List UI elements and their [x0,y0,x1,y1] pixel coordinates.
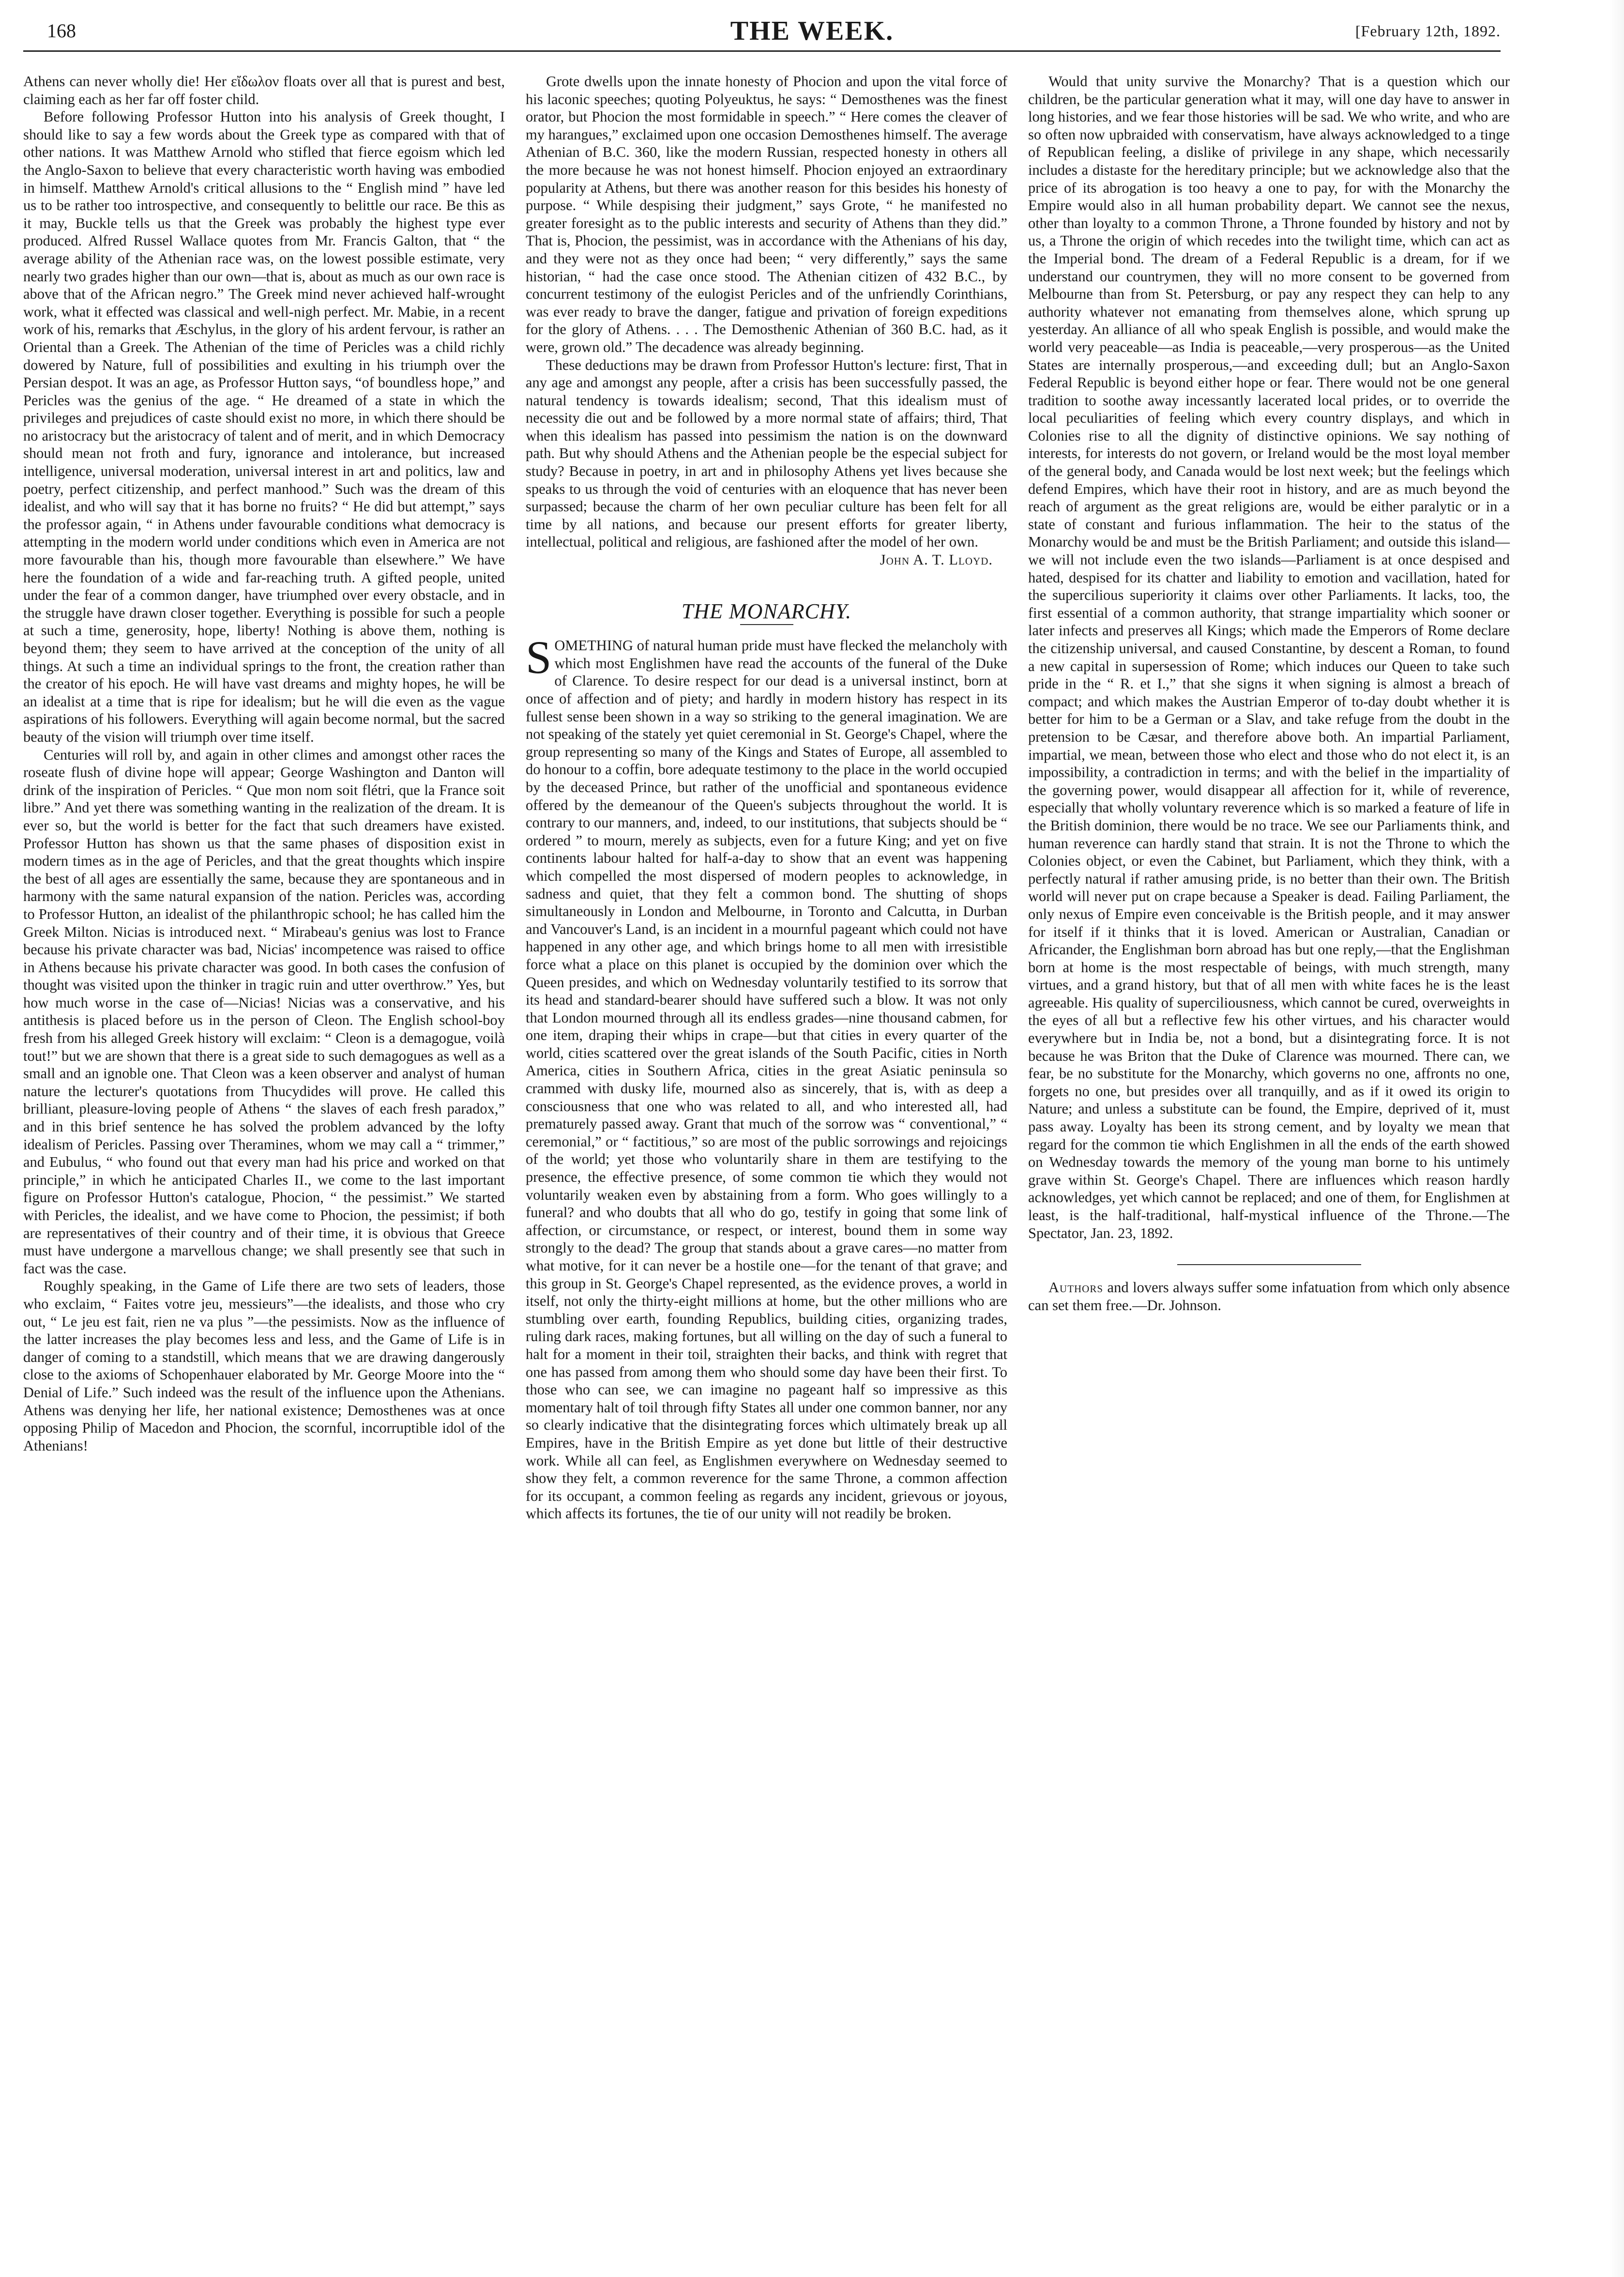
paragraph: Centuries will roll by, and again in other climes and amongst other races the roseate flush of divine hope will appear; George Washington and Danton will drink of the inspiration of Pericles. “ Que mon nom soit flétri, que la France soit libre.” And yet there was something wanting in the realization of the dream. It is ever so, but the world is better for the fact that such dreamers have existed. Professor Hutton has shown us that the same phases of disposition exist in modern times as in the age of Pericles, and that the great thoughts which inspire the best of all ages are essentially the same, because they are spontaneous and in harmony with the same natural expansion of the nation. Pericles was, according to Professor Hutton, an idealist of the philanthropic school; he has called him the Greek Milton. Nicias is introduced next. “ Mirabeau's genius was lost to France because his private character was bad, Nicias' incompetence was raised to office in Athens because his private character was good. In both cases the confusion of thought was visited upon the thinker in tragic ruin and utter overthrow.” Yes, but how much worse in the case of—Nicias! Nicias was a conservative, and his antithesis is placed before us in the person of Cleon. The English school-boy fresh from his alleged Greek history will exclaim: “ Cleon is a demagogue, voilà tout!” but we are shown that there is a great side to such demagogues as well as a small and an ignoble one. That Cleon was a keen observer and analyst of human nature the lecturer's quotations from Thucydides will prove. He called this brilliant, pleasure-loving people of Athens “ the slaves of each fresh paradox,” and in this brief sentence he has solved the problem advanced by the lofty idealism of Pericles. Passing over Theramines, whom we may call a “ trimmer,” and Eubulus, “ who found out that every man had his price and worked on that principle,” in which he anticipated Charles II., we come to the last important figure on Professor Hutton's catalogue, Phocion, “ the pessimist.” We started with Pericles, the idealist, and we have come to Phocion, the pessimist; if both are representatives of their country and of their time, it is obvious that Greece must have undergone a marvellous change; we shall presently see that such in fact was the case. [23,746,505,1277]
quotation-lead: Authors [1048,1279,1104,1296]
drop-cap: S [526,631,552,684]
paragraph: These deductions may be drawn from Professor Hutton's lecture: first, That in any age and amongst any people, after a crisis has been successfully passed, the natural tendency is towards idealism; second, That this idealism must of necessity die out and be followed by a more normal state of affairs; third, That when this idealism has passed into pessimism the nation is on the downward path. But why should Athens and the Athenian people be the especial subject for study? Because in poetry, in art and in philosophy Athens yet lives because she speaks to us through the void of centuries with an eloquence that has never been surpassed; because the charm of her own peculiar culture has been felt for all time by all nations, and because our present efforts for greater liberty, intellectual, political and religious, are fashioned after the model of her own. [526,356,1007,550]
header-rule [23,50,1501,52]
quotation [1028,1279,1510,1314]
issue-date: [February 12th, 1892. [1355,22,1501,40]
quotation-text: and lovers always suffer some infatuation from which only absence can set them free.—Dr. Johnson. [1028,1279,1510,1314]
author-signature: John A. T. Lloyd. [880,551,993,568]
title-rule [740,624,793,625]
column-1 [23,73,505,1454]
column-2 [526,73,1007,1523]
page-edge-shadow [1609,0,1624,2277]
article-opening-paragraph [526,631,1007,1523]
page-number: 168 [47,20,76,42]
first-word: OMETHING [554,637,634,654]
paragraph: Grote dwells upon the innate honesty of Phocion and upon the vital force of his laconic speeches; quoting Polyeuktus, he says: “ Demosthenes was the finest orator, but Phocion the most formidable in speech.” “ Here comes the cleaver of my harangues,” exclaimed upon one occasion Demosthenes himself. The average Athenian of B.C. 360, like the modern Russian, respected honesty in others all the more because he was not honest himself. Phocion enjoyed an extraordinary popularity at Athens, but there was another reason for this besides his honesty of purpose. “ While despising their judgment,” says Grote, “ he manifested no greater foresight as to the public interests and security of Athens than they did.” That is, Phocion, the pessimist, was in accordance with the Athenians of his day, and they were not as they once had been; “ very differently,” says the same historian, “ had the case once stood. The Athenian citizen of 432 B.C., by concurrent testimony of the eulogist Pericles and of the unfriendly Corinthians, was ever ready to brave the danger, fatigue and privation of foreign expeditions for the glory of Athens. . . . The Demosthenic Athenian of 360 B.C. had, as it were, grown old.” The decadence was already beginning. [526,73,1007,355]
paragraph: Would that unity survive the Monarchy? That is a question which our children, be the particular generation what it may, will one day have to answer in long histories, and we fear those histories will be sad. We who write, and who are so often now upbraided with conservatism, have always acknowledged to a tinge of Republican feeling, a dislike of privilege in any shape, which necessarily includes a distaste for the hereditary principle; but we acknowledge also that the price of its abrogation is too heavy a one to pay, for with the Monarchy the Empire would also in all human probability depart. We cannot see the nexus, other than loyalty to a common Throne, a Throne founded by history and not by us, a Throne the origin of which recedes into the twilight time, which can act as the Imperial bond. The dream of a Federal Republic is a dream, for if we understand our countrymen, they will no more consent to be governed from Melbourne than from St. Petersburg, or pay any respect they can help to any authority whatever not emanating from themselves alone, which sprung up yesterday. An alliance of all who speak English is possible, and would make the world very peaceable—as India is peaceable,—very prosperous—as the United States are internally prosperous,—and exceeding dull; but an Anglo-Saxon Federal Republic is beyond either hope or fear. There would not be one general tradition to soothe away incessantly lacerated local prides, or to override the local peculiarities of feeling which every country displays, and which in Colonies rise to all the dignity of distinctive opinions. We say nothing of interests, for interests do not govern, or Ireland would be the most loyal member of the general body, and Canada would be lost next week; but the feelings which defend Empires, which have their root in history, and are as much beyond the reach of argument as the great religions are, would be either paralytic or in a state of constant and furious inflammation. The heir to the status of the Monarchy would be and must be the British Parliament; and outside this island—we will not include even the two islands—Parliament is at once despised and hated, despised for its chatter and liability to emotion and vacillation, hated for the supercilious superiority it claims over other Parliaments. It lacks, too, the first essential of a common authority, that strange impartiality which sooner or later infects and preserves all Kings; which made the Emperors of Rome declare the citizenship universal, and caused Constantine, by descent a Roman, to found a new capital in supersession of Rome; which induces our Queen to take such pride in the “ R. et I.,” that she signs it when signing is almost a breach of compact; and which makes the Austrian Emperor of to-day doubt whether it is better for him to be a German or a Slav, and take refuge from the doubt in the pretension to be Cæsar, and therefore above both. An impartial Parliament, impartial, we mean, between those who elect and those who do not elect it, is an impossibility, a contradiction in terms; and with the belief in the impartiality of the governing power, would disappear all affection for it, while of reverence, especially that wholly voluntary reverence which is so marked a feature of life in the British dominion, there would be no trace. We see our Parliaments think, and human reverence can hardly stand that strain. It is not the Throne to which the Colonies object, or even the Cabinet, but Parliament, which they think, with a perfectly natural if rather amusing pride, is no better than their own. The British world will never put on crape because a Speaker is dead. Failing Parliament, the only nexus of Empire even conceivable is the British people, and it may answer for itself if it thinks that it is loved. American or Australian, Canadian or Africander, the Englishman born abroad has but one reply,—that the Englishman born at home is the most respectable of beings, with much strength, many virtues, and a grand history, but that of all men with white faces he is the least agreeable. His quality of superciliousness, which cannot be cured, overweights in the eyes of all but a reflective few his other virtues, and his character would everywhere but in India be, not a bond, but a disintegrating force. It is not because he was Briton that the Duke of Clarence was mourned. There can, we fear, be no substitute for the Monarchy, which governs no one, affronts no one, forgets no one, but presides over all tranquilly, and as if it owed its origin to Nature; and unless a substitute can be found, the Empire, deprived of it, must pass away. Loyalty has been its strong cement, and by loyalty we mean that regard for the common tie which Englishmen in all the ends of the earth showed on Wednesday towards the memory of the young man borne to his untimely grave within St. George's Chapel. There are influences which reason hardly acknowledges, yet which cannot be replaced; and one of them, for Englishmen at least, is the half-traditional, half-mystical influence of the Throne.—The Spectator, Jan. 23, 1892. [1028,73,1510,1241]
paragraph: Athens can never wholly die! Her εἴδωλον floats over all that is purest and best, claiming each as her far off foster child. [23,73,505,107]
paragraph-body: of natural human pride must have flecked the melancholy with which most Englishmen have read the accounts of the funeral of the Duke of Clarence. To desire respect for our dead is a universal instinct, born at once of affection and of piety; and hardly in modern history has respect in its fullest sense been shown in a way so striking to the general imagination. We are not speaking of the stately yet quiet ceremonial in St. George's Chapel, where the group representing so many of the Kings and States of Europe, all assembled to do honour to a coffin, bore adequate testimony to the place in the world occupied by the deceased Prince, but rather of the unofficial and spontaneous evidence offered by the demeanour of the Queen's subjects throughout the world. It is contrary to our manners, and, indeed, to our institutions, that subjects should be “ ordered ” to mourn, merely as subjects, even for a future King; and yet on five continents labour halted for half-a-day to show that an event was happening which compelled the most dispersed of modern peoples to acknowledge, in sadness and quiet, that they felt a common bond. The shutting of shops simultaneously in London and Melbourne, in Toronto and Calcutta, in Durban and Vancouver's Land, is an incident in a mournful pageant which could not have happened in any other age, and which brings home to all men with irresistible force what a place on this planet is occupied by the dominion over which the Queen presides, and which on Wednesday voluntarily testified to its sorrow that its head and standard-bearer should have suffered such a blow. It was not only that London mourned through all its endless grades—nine thousand cabmen, for one item, draping their whips in crape—but that cities in every quarter of the world, cities scattered over the great islands of the South Pacific, cities in North America, cities in Southern Africa, cities in the great Asiatic peninsula so crammed with dusky life, mourned also as sincerely, that is, with as deep a consciousness that one who was related to all, and who interested all, had prematurely passed away. Grant that much of the sorrow was “ conventional,” “ ceremonial,” or “ factitious,” so are most of the public sorrowings and rejoicings of the world; yet those who voluntarily share in them are testifying to the presence, the effective presence, of some common tie which they would not voluntarily weaken even by abstaining from a form. Who goes willingly to a funeral? and who doubts that all who do go, testify in going that some link of affection, or circumstance, or respect, or interest, bound them in some way strongly to the dead? The group that stands about a grave cares—no matter from what motive, for it can never be a hostile one—for the tenant of that grave; and this group in St. George's Chapel represented, as the evidence proves, a world in itself, not only the thirty-eight millions at home, but the other millions who are stumbling over earth, founding Republics, building cities, organizing trades, ruling dark races, making fortunes, but all willing on the day of such a funeral to halt for a moment in their toil, straighten their backs, and think with regret that one has passed from among them who should some day have been their first. To those who can see, we can imagine no pageant half so impressive as this momentary halt of toil through fifty States all under one common banner, nor any so clearly indicative that the disintegrating forces which ultimately break up all Empires, have in the British Empire as yet done but little of their destructive work. While all can feel, as Englishmen everywhere on Wednesday seemed to show they felt, a common reverence for the same Throne, a common affection for its occupant, a common feeling as regards any incident, grievous or joyous, which affects its fortunes, the tie of our unity will not readily be broken. [526,637,1007,1522]
paragraph: Before following Professor Hutton into his analysis of Greek thought, I should like to say a few words about the Greek type as compared with that of other nations. It was Matthew Arnold who stifled that fierce egoism which led the Anglo-Saxon to believe that every characteristic worth having was embodied in himself. Matthew Arnold's critical allusions to the “ English mind ” have led us to be rather too introspective, and consequently to belittle our race. Be this as it may, Buckle tells us that the Greek was probably the highest type ever produced. Alfred Russel Wallace quotes from Mr. Francis Galton, that “ the average ability of the Athenian race was, on the lowest possible estimate, very nearly two grades higher than our own—that is, about as much as our own race is above that of the African negro.” The Greek mind never achieved half-wrought work, what it effected was classical and well-nigh perfect. Mr. Mabie, in a recent work of his, remarks that Æschylus, in the glory of his ardent fervour, is rather an Oriental than a Greek. The Athenian of the time of Pericles was a child richly dowered by Nature, full of possibilities and exulting in his triumph over the Persian despot. It was an age, as Professor Hutton says, “of boundless hope,” and Pericles was the genius of the age. “ He dreamed of a state in which the privileges and prejudices of caste should exist no more, in which there should be no aristocracy but the aristocracy of talent and of merit, and in which Democracy should mean not froth and fury, ignorance and intolerance, but increased intelligence, universal moderation, universal interest in art and politics, law and poetry, perfect citizenship, and perfect manhood.” Such was the dream of this idealist, and who will say that it has borne no fruits? “ He did but attempt,” says the professor again, “ in Athens under favourable conditions what democracy is attempting in the modern world under conditions which even in America are not more favourable than his, though more favourable than elsewhere.” We have here the foundation of a wide and far-reaching truth. A gifted people, united under the fear of a common danger, have triumphed over every obstacle, and in the struggle have drawn closer together. Everything is possible for such a people at such a time, generosity, hope, liberty! Nothing is above them, nothing is beyond them; they seem to have arrived at the conception of the unity of all things. At such a time an individual springs to the front, the creation rather than the creator of his epoch. He will have vast dreams and mighty hopes, he will be an idealist at a time that is ripe for idealism; but he will die even as the vague aspirations of his followers. Everything will again become normal, but the sacred beauty of the vision will triumph over time itself. [23,108,505,745]
masthead-title: THE WEEK. [730,16,894,46]
paragraph: Roughly speaking, in the Game of Life there are two sets of leaders, those who exclaim, “ Faites votre jeu, messieurs”—the idealists, and those who cry out, “ Le jeu est fait, rien ne va plus ”—the pessimists. Now as the influence of the latter increases the play becomes less and less, and the Game of Life is in danger of coming to a standstill, which means that we are drawing dangerously close to the axioms of Schopenhauer elaborated by Mr. George Moore into the “ Denial of Life.” Such indeed was the result of the influence upon the Athenians. Athens was denying her life, her national existence; Demosthenes was at once opposing Philip of Macedon and Phocion, the scornful, incorruptible idol of the Athenians! [23,1278,505,1454]
quote-rule [1177,1264,1361,1265]
article-title: THE MONARCHY. [681,599,852,623]
column-3 [1028,73,1510,1314]
